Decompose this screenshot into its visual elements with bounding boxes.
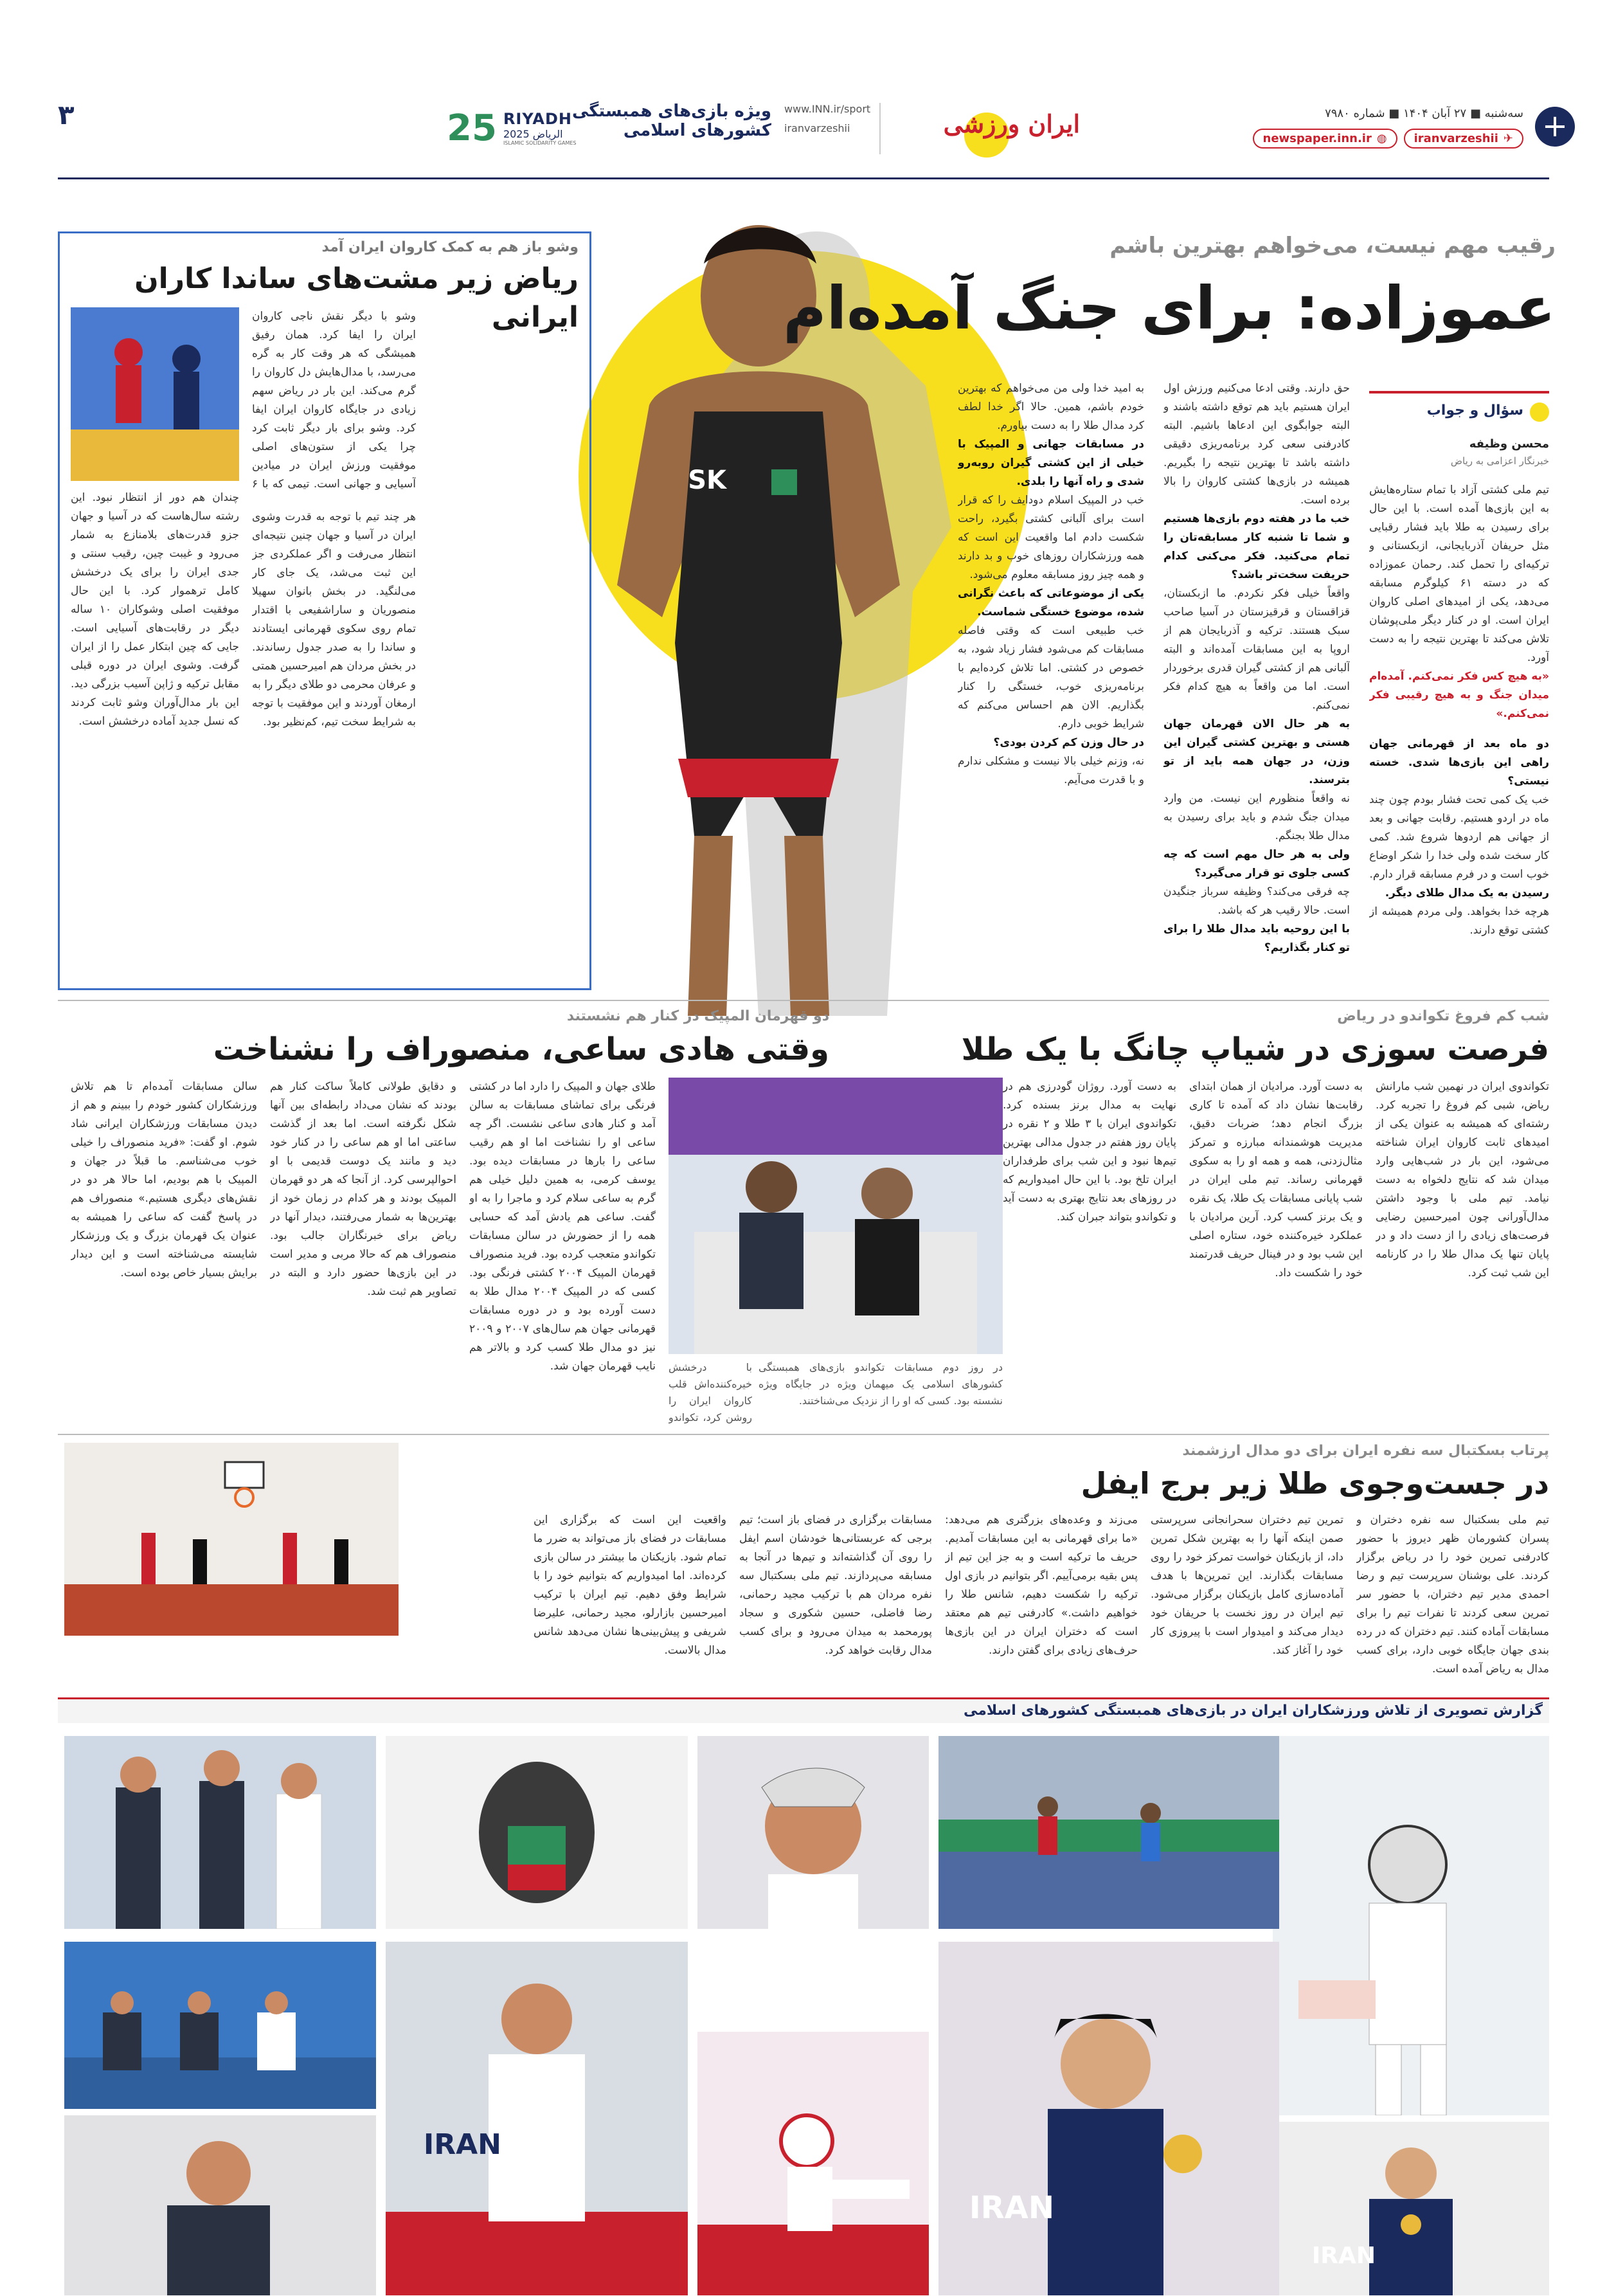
add-button[interactable]: + xyxy=(1535,107,1575,147)
flag-patch xyxy=(771,469,797,495)
bball-col5: واقعیت این است که برگزاری این مسابقات در فضای باز می‌تواند به ضرر ما تمام شود. بازیکنان ما بیشتر در سالن بازی کرده‌اند. اما امیدواریم که بتوانیم خود را با شرایط وفق دهیم. تیم ایران با ترکیب امیرحسین بازارلو، مجید رحمانی، علیرضا شریفی و پیش‌بینی‌ها نشان می‌دهد شانس مدال بالاست. xyxy=(534,1514,726,1657)
social-pills xyxy=(1253,129,1523,149)
dual-col3: سالن مسابقات آمده‌ام تا هم تلاش ورزشکاران کشور خودم را ببینم و هم از دیدن مسابقات ورزشکاران ایرانی شاد شوم. او گفت: «فرید منصوراف را خیلی خوب می‌شناسم. ما قبلاً در جهان و المپیک با هم بودیم، اما حالا هر دو در نقش‌های دیگری هستیم.» منصوراف هم در پاسخ گفت که ساعی را همیشه به عنوان یک قهرمان بزرگ و یک ورزشکار شایسته می‌شناخته است و این دیدار برایش بسیار خاص بوده است. xyxy=(71,1080,257,1279)
main-col1-lead: تیم ملی کشتی آزاد با تمام ستاره‌هایش به این بازی‌ها آمده است. با این حال برای رسیدن به طلا باید فشار رقبایی مثل حریفان آذربایجانی، ازبکستانی و ترکیه‌ای را تحمل کند. رحمان عموزاده که در دسته ۶۱ کیلوگرم مسابقه می‌دهد، یکی از امیدهای اصلی کاروان ایران است. او در کنار دیگر ملی‌پوشان تلاش می‌کند تا بهترین نتیجه را به دست آورد. xyxy=(1369,484,1549,664)
gallery-photo-coach xyxy=(64,2115,376,2295)
riyadh-en: RIYADH xyxy=(503,110,573,128)
main-col2 xyxy=(1163,379,1350,971)
svg-text:IRAN: IRAN xyxy=(423,2128,501,2161)
dual-col1: طلای جهان و المپیک را دارد اما در کشتی فرنگی برای تماشای مسابقات به سالن آمد و کنار هادی ساعی نشست. اگر چه ساعی او را نشناخت اما او هم رقیب ساعی را بارها در مسابقات دیده بود. یوسف کرمی، به همین دلیل خیلی هم گرم به ساعی سلام کرد و ماجرا را به او گفت. ساعی هم یادش آمد که حسابی همه را از حضورش در سالن مسابقات تکواندو متعجب کرده بود. فرید منصوراف قهرمان المپیک ۲۰۰۴ کشتی فرنگی بود. کسی که در المپیک ۲۰۰۴ مدال طلا به دست آورده بود و در دوره مسابقات قهرمانی جهان هم سال‌های ۲۰۰۷ و ۲۰۰۹ نیز دو مدال طلا کسب کرد و بالاتر هم نایب قهرمان جهان شد. xyxy=(469,1080,656,1373)
gallery-photo-fencer xyxy=(1273,1736,1549,2115)
site-right[interactable]: www.INN.ir/sport xyxy=(784,103,871,115)
main-col1-a2: هرچه خدا بخواهد. ولی مردم همیشه از کشتی توقع دارند. xyxy=(1369,905,1549,937)
page-header xyxy=(58,84,1568,174)
date-line: سه‌شنبه ■ ۲۷ آبان ۱۴۰۴ ■ شماره ۷۹۸۰ xyxy=(1325,107,1523,120)
main-col3-text: به امید خدا ولی من می‌خواهم که بهترین خودم باشم، همین. حالا اگر خدا لطف کرد مدال طلا را به دست بیاورم. xyxy=(958,382,1144,432)
qa-dot-icon xyxy=(1530,402,1549,422)
row3-rule xyxy=(58,1434,1549,1435)
main-headline: عموزاده: برای جنگ آمده‌ام xyxy=(783,274,1556,343)
singlet-red-stripe xyxy=(678,759,839,797)
dual-photo xyxy=(669,1078,1003,1354)
dual-kicker: دو قهرمان المپیک در کنار هم نشستند xyxy=(566,1008,829,1024)
wushu-col1: وشو با دیگر نقش ناجی کاروان ایران را ایفا کرد. همان رفیق همیشگی که هر وقت کار به گره می‌رسد، با مدال‌هایش دل کاروان را گرم می‌کند. این بار در ریاض سهم زیادی در جایگاه کاروان ایران ایفا کرد. وشو برای بار دیگر ثابت کرد چرا یکی از ستون‌های اصلی موفقیت ورزش ایران در میادین آسیایی و جهانی است. تیمی که با ۶ xyxy=(252,310,416,491)
main-col3-a2: خب طبیعی است که وقتی فاصله مسابقات کم می‌شود فشار زیاد شود، به خصوص در کشتی. اما تلاش کرده‌ایم با برنامه‌ریزی خوب، خستگی را کنار بگذاریم. الان هم احساس می‌کنم که شرایط خوبی دارم. xyxy=(958,624,1144,730)
qa-label: سؤال و جواب xyxy=(1426,402,1523,419)
main-col3-q1: در مسابقات جهانی و المپیک با خیلی از این کشتی گیران روبه‌رو شدی و راه آنها را بلدی. xyxy=(958,438,1144,488)
main-col3-q2: یکی از موضوعاتی که باعث نگرانی شده، موضوع خستگی شماست. xyxy=(958,587,1144,619)
main-col1-q2: رسیدن به یک مدال طلای دیگر. xyxy=(1385,887,1549,899)
tkd-caption: با درخشش خیره‌کننده‌اش قلب کاروان ایران را روشن کرد، تکواندو xyxy=(669,1361,752,1424)
singlet-logo: SK xyxy=(688,466,726,495)
wrestler-leg-right xyxy=(784,836,829,1016)
svg-text:IRAN: IRAN xyxy=(969,2190,1054,2226)
author-name: محسن وظیفه xyxy=(1469,437,1549,451)
gallery-title-bar xyxy=(58,1697,1549,1723)
gallery-photo-woman-medal xyxy=(938,1942,1279,2295)
qa-red-rule xyxy=(1369,391,1549,393)
riyadh-25-mark: 25 xyxy=(447,107,497,149)
handle-right[interactable]: iranvarzeshii xyxy=(784,122,850,134)
bball-col1: تیم ملی بسکتبال سه نفره دختران و پسران کشورمان ظهر دیروز با حضور کادرفنی تمرین خود را در ریاض برگزار کردند. علی بوشنان سرپرست تیم و رضا احمدی مدیر تیم دختران، با حضور سر تمرین سعی کردند تا نفرات تیم را برای مسابقات آماده کنند. تیم دختران که در رده بندی جهان جایگاه خوبی دارد، برای کسب مدال به ریاض آمده است. xyxy=(1356,1514,1549,1676)
main-col1-a1: خب یک کمی تحت فشار بودم چون چند ماه در اردو هستیم. رقابت جهانی و بعد از جهانی هم اردوها شروع شد. کمی کار سخت شده ولی خدا را شکر اوضاع خوب است و در فرم مسابقه قرار دارم. xyxy=(1369,793,1549,881)
gallery-photo-taekwondo-fighter xyxy=(386,1942,688,2295)
handle-pill-left[interactable]: ✈ iranvarzeshii xyxy=(1404,129,1523,149)
telegram-icon: ✈ xyxy=(1503,132,1513,145)
special-title-line1: ویژه بازی‌های همبستگی xyxy=(571,102,771,121)
main-col2-q4: با این روحیه باید مدال طلا را برای تو کنار بگذاریم؟ xyxy=(1163,923,1350,954)
main-col2-q3: ولی به هر حال مهم است که چه کسی جلوی تو قرار می‌گیرد؟ xyxy=(1163,848,1350,880)
qa-label-bar xyxy=(1369,386,1549,431)
header-rule xyxy=(58,177,1549,179)
tkd-col3: به دست آورد. روژان گودرزی هم در نهایت به مدال برنز بسنده کرد. تکواندوی ایران با ۳ طلا و ۲ نقره در پایان روز هفتم در جدول مدالی بهترین تیم‌ها نبود و این شب برای طرفداران ایران تلخ بود. با این حال امیدواریم که در روزهای بعد نتایج بهتری به دست آید و تکواندو بتواند جبران کند. xyxy=(1003,1080,1176,1224)
main-col2-q1: خب ما در هفته دوم بازی‌ها هستیم و شما تا شنبه کار مسابقه‌تان را تمام می‌کنید. فکر می‌کنی کدام حریفت سخت‌تر باشد؟ xyxy=(1163,512,1350,581)
tkd-col2: به دست آورد. مرادیان از همان ابتدای رقابت‌ها نشان داد که آمده تا کاری بزرگ انجام دهد؛ ضربات دقیق، مدیریت هوشمندانه مبارزه و تمرکز مثال‌زدنی، همه و همه او را به سکوی قهرمانی رساند. تیم ملی ایران در شب پایانی مسابقات یک طلا، یک نقره و یک برنز کسب کرد. آرین مرادیان با عملکرد خیره‌کننده خود، ستاره اصلی این شب بود و در فینال حریف قدرتمند خود را شکست داد. xyxy=(1189,1080,1363,1279)
author-role: خبرنگار اعزامی به ریاض xyxy=(1450,455,1549,467)
special-title xyxy=(571,102,771,140)
main-col1-q1: دو ماه بعد از قهرمانی جهان راهی این بازی‌ها شدی. خسته نیستی؟ xyxy=(1369,737,1549,788)
tkd-col1: تکواندوی ایران در نهمین شب مارانش ریاض، شبی کم فروغ را تجربه کرد. رشته‌ای که همیشه به عنوان یکی از امیدهای ثابت کاروان ایران شناخته می‌شود، این بار در شب‌هایی وارد میدان شد که نتایج دلخواه به دست نیامد. تیم ملی با وجود داشتن مدال‌آورانی چون امیرحسین رضایی فرصت‌های زیادی را از دست داد و در پایان تنها یک مدال طلا را در کارنامه این شب ثبت کرد. xyxy=(1376,1080,1549,1279)
main-col3-a1: خب در المپیک اسلام دودایف را که قرار است برای آلبانی کشتی بگیرد، راحت شکست دادم اما واقعیت این است که همه ورزشکاران روزهای خوب و بد دارند و همه چیز روز مسابقه معلوم می‌شود. xyxy=(958,494,1144,581)
wushu-photo xyxy=(71,307,239,481)
site-pill-left[interactable]: ◍ newspaper.inn.ir xyxy=(1253,129,1397,149)
dual-caption: در روز دوم مسابقات تکواندو بازی‌های همبستگی کشورهای اسلامی یک میهمان ویژه در جایگاه ویژه نشسته بود. کسی که او را از نزدیک می‌شناختند. xyxy=(759,1361,1003,1407)
gallery-title: گزارش تصویری از تلاش ورزشکاران ایران در بازی‌های همبستگی کشورهای اسلامی xyxy=(964,1703,1543,1719)
svg-text:IRAN: IRAN xyxy=(1311,2243,1376,2269)
riyadh-small: ISLAMIC SOLIDARITY GAMES xyxy=(503,140,577,146)
bball-photo xyxy=(64,1443,399,1636)
gallery-photo-taekwondo-kick xyxy=(697,2032,929,2295)
gallery-photo-stands xyxy=(64,1942,376,2109)
main-col2-text: حق دارند. وقتی ادعا می‌کنیم ورزش اول ایران هستیم باید هم توقع داشته باشند و البته جوابگوی این ادعاها باشیم. البته کادرفنی سعی کرد برنامه‌ریزی دقیقی داشته باشد تا بهترین نتیجه را بگیریم. همیشه در بازی‌ها کشتی کاروان را بالا برده است. xyxy=(1163,382,1350,507)
page-number: ۳ xyxy=(58,99,75,131)
tkd-kicker: شب کم فروغ تکواندو در ریاض xyxy=(1337,1008,1549,1024)
gallery-photo-podium xyxy=(1273,2122,1549,2295)
row2-rule xyxy=(58,1000,1549,1001)
gallery-photo-fencing-mask xyxy=(386,1736,688,1929)
gallery-photo-fencer-helmet xyxy=(697,1736,929,1929)
gallery-photo-futsal xyxy=(938,1736,1279,1929)
main-col3 xyxy=(958,379,1144,971)
bball-col3: می‌زند و وعده‌های بزرگتری هم می‌دهد: «ما برای قهرمانی به این مسابقات آمدیم. حریف ما ترکیه است و به جز این تیم از پس بقیه برمی‌آییم. اگر بتوانیم در بازی اول ترکیه را شکست دهیم، شانس طلا را خواهیم داشت.» کادرفنی تیم هم معتقد است که دختران ایران در این بازی‌ها حرف‌های زیادی برای گفتن دارند. xyxy=(945,1514,1138,1657)
wushu-kicker: وشو باز هم به کمک کاروان ایران آمد xyxy=(321,239,579,255)
bball-col2: تمرین تیم دختران سحرانجانی سرپرستی صمن اینکه آنها را به بهترین شکل تمرین داد، از بازیکنان خواست تمرکز خود را روی مسابقات بگذارند. این تمرین‌ها با هدف آماده‌سازی کامل بازیکنان برگزار می‌شود. تیم ایران در روز نخست با حریفان خود دیدار می‌کند و امیدوار است با پیروزی کار خود را آغاز کند. xyxy=(1151,1514,1343,1657)
globe-icon: ◍ xyxy=(1376,132,1387,145)
tkd-headline: فرصت سوزی در شیاپ چانگ با یک طلا xyxy=(961,1031,1549,1067)
dual-headline: وقتی هادی ساعی، منصوراف را نشناخت xyxy=(213,1031,829,1067)
riyadh-logo xyxy=(447,99,607,157)
special-title-line2: کشورهای اسلامی xyxy=(623,121,771,140)
main-col3-a3: نه، وزنم خیلی بالا نیست و مشکلی ندارم و با قدرت می‌آیم. xyxy=(958,755,1144,786)
dual-col2: و دقایق طولانی کاملاً ساکت کنار هم بودند که نشان می‌داد رابطه‌ای بین آنها شکل نگرفته است. اما بعد از گذشت ساعتی اما او هم ساعی را در کنار خود دید و مانند یک دوست قدیمی با او احوالپرسی کرد. از آنجا که هر دو قهرمان المپیک بودند و هر کدام در زمان خود از بهترین‌ها به شمار می‌رفتند، دیدار آنها در ریاض برای خبرنگاران جالب بود. منصوراف هم که حالا مربی و مدیر است در این بازی‌ها حضور دارد و البته در تصاویر هم ثبت شد. xyxy=(270,1080,456,1298)
gallery-photo-officials xyxy=(64,1736,376,1929)
main-col2-a2: نه واقعاً منظورم این نیست. من وارد میدان جنگ شدم و باید برای رسیدن به مدال طلا بجنگم. xyxy=(1163,792,1350,842)
main-col1 xyxy=(1369,481,1549,970)
wrestler-leg-left xyxy=(688,836,733,1016)
wushu-col2: چندان هم دور از انتظار نبود. این رشته سال‌هاست که در آسیا و جهان جزو قدرت‌های بلامنازع به شمار می‌رود و غیبت چین، رقیب سنتی و جدی ایران را برای یک درخشش کامل ترهموار کرد. با این حال موفقیت اصلی وشوکاران ۱۰ ساله دیگر در رقابت‌های آسیایی است. جایی که چین ابتکار عمل را از ایران گرفت. وشوی ایران در دوره قبلی مقابل ترکیه و ژاپن آسیب بزرگی دید. این بار مدال‌آوران وشو ثابت کردند که نسل جدید آماده درخشش است. xyxy=(71,491,239,728)
main-col2-a3: چه فرقی می‌کند؟ وظیفه سرباز جنگیدن است. حالا رقیب هر که باشد. xyxy=(1163,885,1350,917)
main-col1-quote: «به هیچ کس فکر نمی‌کنم. آمده‌ام میدان جنگ و به هیچ رقیبی فکر نمی‌کنم.» xyxy=(1369,670,1549,720)
logo-text: ایران ورزشی xyxy=(943,109,1080,138)
bball-kicker: پرتاب بسکتبال سه نفره ایران برای دو مدال ارزشمند xyxy=(1182,1443,1549,1459)
riyadh-ar: الرياض 2025 xyxy=(503,128,563,140)
main-kicker: رقیب مهم نیست، می‌خواهم بهترین باشم xyxy=(1109,233,1556,258)
wushu-headline: ریاض زیر مشت‌های ساندا کاران ایرانی xyxy=(134,262,579,334)
logo xyxy=(943,84,1080,167)
main-col3-q3: در حال وزن کم کردن بودی؟ xyxy=(993,736,1144,749)
bball-col4: مسابقات برگزاری در فضای باز است؛ تیم برجی که عربستانی‌ها خودشان اسم ایفل را روی آن گذاشته‌اند و تیم‌ها در آنجا به مسابقه می‌پردازند. تیم ملی بسکتبال سه نفره مردان هم با ترکیب مجید رحمانی، رضا فاضلی، حسین شکوری و سجاد پورمحمد به میدان می‌رود و برای کسب مدال رقابت خواهد کرد. xyxy=(739,1514,932,1657)
main-col2-a1: واقعاً خیلی فکر نکردم. ما ازبکستان، قزاقستان و قرقیزستان در آسیا صاحب سبک هستند. ترکیه و آذربایجان هم از اروپا به این مسابقات آمده‌اند و البته آلبانی هم از کشتی گیران قدری برخوردار است. اما من واقعاً به هیچ کدام فکر نمی‌کنم. xyxy=(1163,587,1350,712)
main-col2-q2: به هر حال الان قهرمان جهان هستی و بهترین کشتی گیران این وزن، در جهان همه باید از تو بترسند. xyxy=(1163,718,1350,786)
bball-headline: در جست‌وجوی طلا زیر برج ایفل xyxy=(1081,1466,1549,1501)
wushu-col3: هر چند تیم با توجه به قدرت وشوی ایران در آسیا و جهان چنین نتیجه‌ای انتظار می‌رفت و اگر عملکردی جز این ثبت می‌شد، یک جای کار می‌لنگید. در بخش بانوان سهیلا منصوریان و ساراشفیعی با اقتدار تمام روی سکوی قهرمانی ایستادند و ساندا را به صدر جدول رساندند. در بخش مردان هم امیرحسین همتی و عرفان محرمی دو طلای دیگر را به ارمغان آوردند و این موفقیت با توجه به شرایط سخت تیم، کم‌نظیر بود. xyxy=(252,511,416,728)
